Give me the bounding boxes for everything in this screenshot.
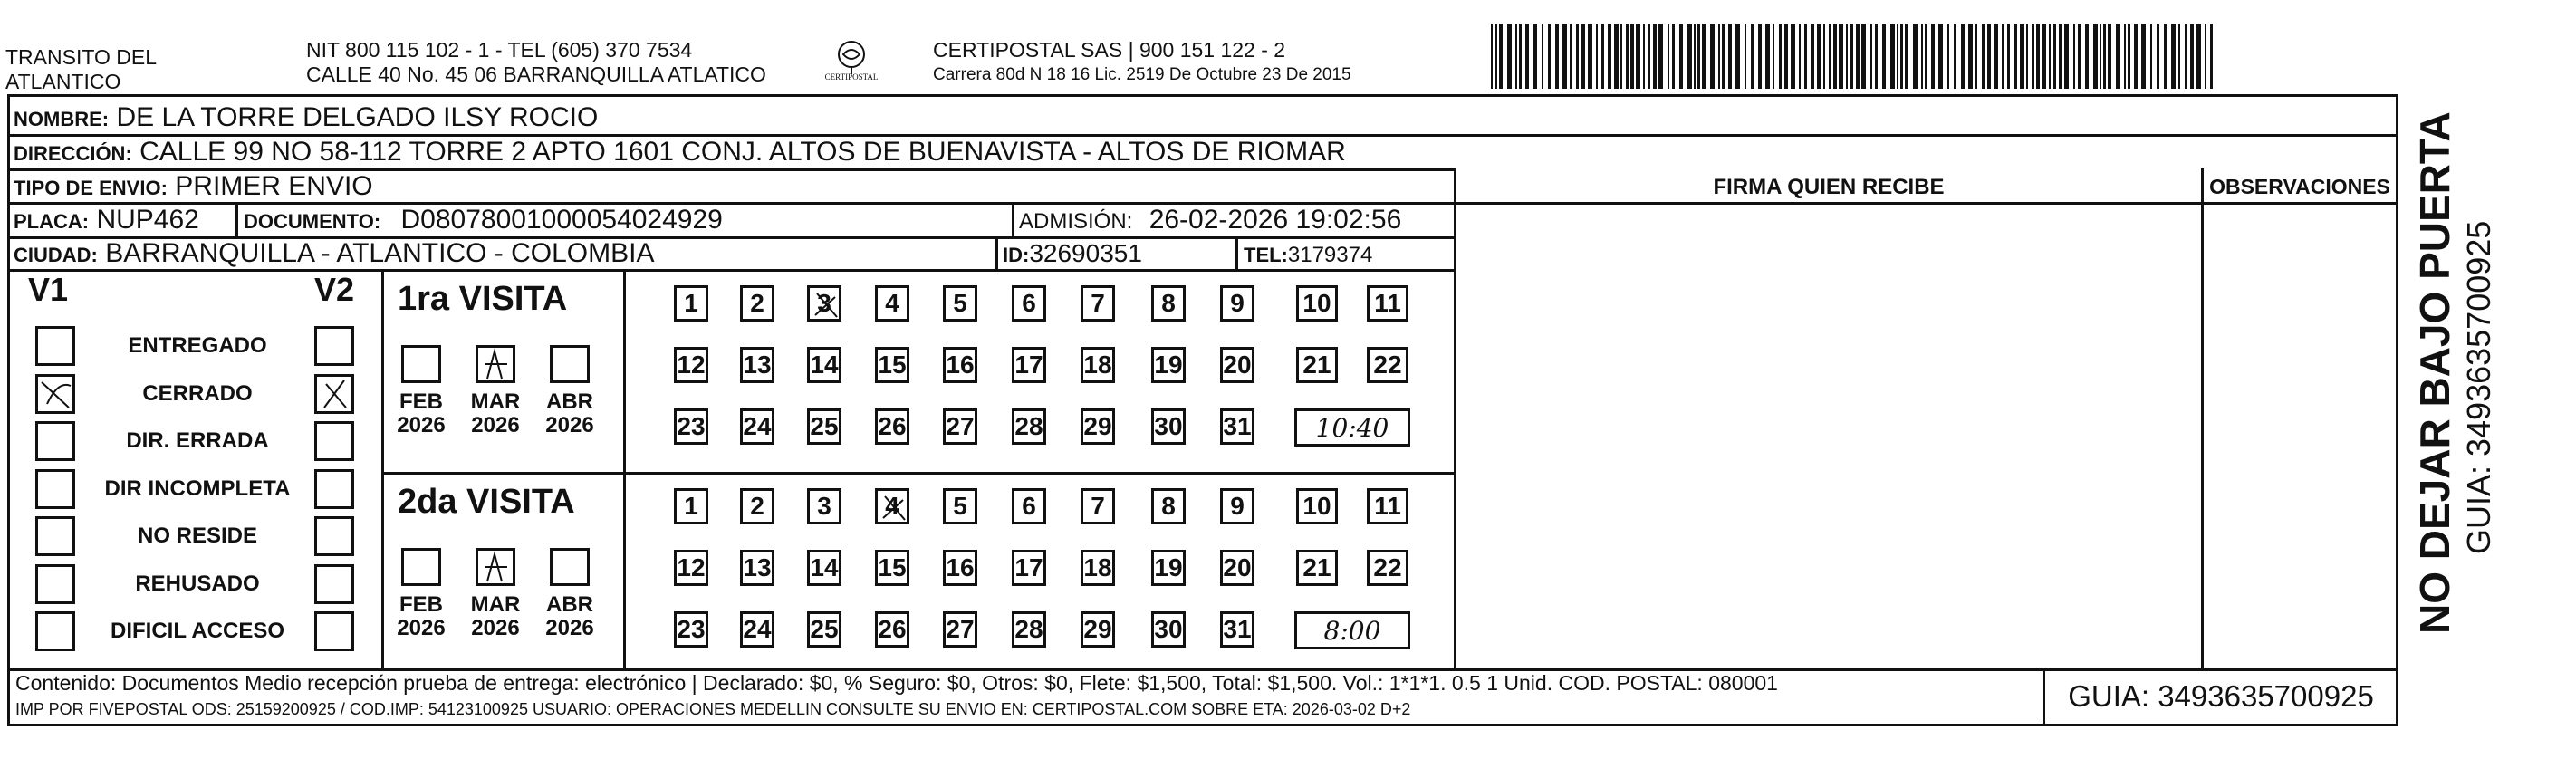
day-box[interactable] — [1367, 550, 1408, 586]
day-box[interactable] — [1220, 550, 1254, 586]
nombre-row — [14, 102, 598, 135]
day-number: 26 — [878, 615, 907, 643]
handwritten-time-box[interactable] — [1294, 408, 1410, 447]
month-label — [396, 390, 447, 437]
day-box[interactable] — [740, 347, 774, 383]
day-box[interactable] — [674, 408, 708, 445]
month-checkbox[interactable] — [401, 345, 441, 383]
month-label — [544, 390, 595, 437]
org-name — [5, 45, 157, 94]
day-box[interactable] — [1151, 347, 1186, 383]
day-number: 1 — [684, 492, 698, 520]
day-box[interactable] — [1220, 347, 1254, 383]
day-number: 10 — [1302, 289, 1331, 317]
day-number: 18 — [1083, 553, 1112, 581]
v1-checkbox[interactable] — [35, 516, 75, 556]
day-box[interactable] — [1151, 408, 1186, 445]
company-line: CERTIPOSTAL SAS | 900 151 122 - 2 — [933, 38, 1286, 62]
tipo-label: TIPO DE ENVIO: — [14, 177, 168, 199]
month-year: 2026 — [545, 616, 594, 640]
day-number: 6 — [1022, 289, 1036, 317]
day-box[interactable] — [943, 550, 977, 586]
day-box[interactable] — [1012, 550, 1046, 586]
day-box[interactable] — [807, 550, 841, 586]
day-number: 24 — [743, 412, 772, 440]
day-number: 13 — [743, 553, 772, 581]
day-box[interactable] — [943, 285, 977, 322]
cell-divider — [1235, 236, 1238, 269]
day-number: 11 — [1374, 289, 1401, 317]
delivery-form — [7, 94, 2398, 726]
day-number: 7 — [1091, 492, 1105, 520]
day-box[interactable] — [875, 347, 909, 383]
col-divider — [1454, 168, 1456, 668]
cell-divider — [1012, 202, 1014, 236]
month-checkbox[interactable] — [550, 548, 590, 586]
day-box[interactable] — [740, 408, 774, 445]
v2-checkbox[interactable] — [314, 469, 354, 509]
side-guia: GUIA: 3493635700925 — [2460, 220, 2497, 554]
day-number: 9 — [1230, 289, 1245, 317]
day-box[interactable] — [1296, 488, 1338, 524]
documento-value: D08078001000054024929 — [400, 205, 723, 235]
day-box[interactable] — [1220, 488, 1254, 524]
day-number: 5 — [953, 492, 967, 520]
day-box[interactable] — [1012, 285, 1046, 322]
month-name: MAR — [470, 389, 521, 414]
day-number: 27 — [946, 615, 975, 643]
v1-checkbox[interactable] — [35, 469, 75, 509]
day-number: 13 — [743, 351, 772, 379]
visit-divider — [384, 472, 1456, 475]
day-box[interactable] — [1151, 488, 1186, 524]
day-box[interactable] — [807, 408, 841, 445]
day-box[interactable] — [875, 285, 909, 322]
month-name: FEB — [399, 592, 443, 617]
day-number: 19 — [1154, 351, 1183, 379]
handwritten-time-box[interactable] — [1294, 611, 1410, 649]
status-label: CERRADO — [142, 380, 253, 406]
v1-checkbox[interactable] — [35, 374, 75, 414]
day-number: 12 — [677, 553, 706, 581]
observaciones-header: OBSERVACIONES — [2209, 175, 2390, 198]
id-label: ID: — [1003, 244, 1030, 266]
month-divider — [623, 269, 626, 668]
v2-checkbox[interactable] — [314, 421, 354, 461]
status-label: ENTREGADO — [128, 333, 267, 358]
tel-value: 3179374 — [1287, 243, 1373, 267]
check-mark-icon — [317, 377, 353, 413]
tel-cell — [1244, 240, 1372, 271]
day-box[interactable] — [1012, 347, 1046, 383]
day-box[interactable] — [1367, 488, 1408, 524]
day-number: 31 — [1223, 412, 1252, 440]
day-box[interactable] — [943, 347, 977, 383]
day-number: 22 — [1373, 351, 1402, 379]
month-checkbox[interactable] — [476, 345, 515, 383]
day-box[interactable] — [1012, 408, 1046, 445]
day-number: 24 — [743, 615, 772, 643]
day-box[interactable] — [1220, 611, 1254, 648]
day-number: 27 — [946, 412, 975, 440]
placa-label: PLACA: — [14, 210, 90, 233]
logo-text: CERTIPOSTAL — [824, 72, 879, 82]
check-mark-icon — [478, 348, 514, 382]
day-number: 28 — [1014, 615, 1043, 643]
footer-guia-divider — [2043, 668, 2045, 726]
id-cell — [1003, 238, 1142, 271]
month-label — [470, 390, 521, 437]
day-number: 18 — [1083, 351, 1112, 379]
month-name: ABR — [546, 389, 593, 414]
v1-checkbox[interactable] — [35, 326, 75, 366]
month-year: 2026 — [471, 413, 520, 437]
day-box[interactable] — [807, 488, 841, 524]
org-line-1: TRANSITO DEL — [5, 45, 157, 69]
col-divider — [2201, 168, 2204, 668]
day-number: 8 — [1161, 492, 1176, 520]
day-number: 4 — [885, 492, 899, 520]
status-label: REHUSADO — [135, 571, 260, 596]
v1-checkbox[interactable] — [35, 564, 75, 604]
v2-checkbox[interactable] — [314, 326, 354, 366]
month-year: 2026 — [545, 413, 594, 437]
nit-line: NIT 800 115 102 - 1 - TEL (605) 370 7534 — [306, 38, 693, 62]
day-number: 20 — [1223, 351, 1252, 379]
day-number: 21 — [1302, 351, 1331, 379]
day-number: 1 — [684, 289, 698, 317]
certipostal-logo — [815, 38, 888, 89]
admision-label: ADMISIÓN: — [1019, 209, 1133, 234]
documento-label: DOCUMENTO: — [244, 210, 381, 233]
day-box[interactable] — [674, 285, 708, 322]
org-line-2: ATLANTICO — [5, 70, 121, 93]
direccion-label: DIRECCIÓN: — [14, 142, 132, 165]
day-number: 15 — [878, 351, 907, 379]
observaciones-area[interactable] — [2206, 207, 2393, 664]
day-number: 26 — [878, 412, 907, 440]
barcode — [1491, 24, 2219, 89]
day-number: 25 — [810, 412, 839, 440]
month-label — [544, 593, 595, 640]
day-box[interactable] — [943, 611, 977, 648]
day-box[interactable] — [1081, 611, 1115, 648]
sender-info — [306, 38, 766, 87]
v2-checkbox[interactable] — [314, 374, 354, 414]
tipo-value: PRIMER ENVIO — [175, 171, 373, 201]
day-number: 7 — [1091, 289, 1105, 317]
side-warning: NO DEJAR BAJO PUERTA — [2411, 111, 2458, 634]
day-number: 16 — [946, 351, 975, 379]
day-box[interactable] — [1296, 550, 1338, 586]
day-box[interactable] — [1081, 347, 1115, 383]
day-box[interactable] — [674, 347, 708, 383]
day-box[interactable] — [1296, 347, 1338, 383]
day-box[interactable] — [1151, 611, 1186, 648]
day-number: 12 — [677, 351, 706, 379]
day-number: 15 — [878, 553, 907, 581]
day-number: 28 — [1014, 412, 1043, 440]
day-number: 22 — [1373, 553, 1402, 581]
day-number: 20 — [1223, 553, 1252, 581]
day-box[interactable] — [740, 611, 774, 648]
day-number: 11 — [1374, 492, 1401, 520]
month-checkbox[interactable] — [401, 548, 441, 586]
month-checkbox[interactable] — [476, 548, 515, 586]
documento-cell — [244, 205, 723, 237]
day-number: 30 — [1154, 615, 1183, 643]
day-box[interactable] — [943, 488, 977, 524]
mark-icon — [878, 491, 910, 525]
day-box[interactable] — [807, 285, 841, 322]
v2-checkbox[interactable] — [314, 611, 354, 651]
day-number: 3 — [817, 492, 831, 520]
day-number: 30 — [1154, 412, 1183, 440]
cell-divider — [995, 236, 998, 269]
status-label: DIFICIL ACCESO — [110, 619, 284, 643]
footer-contenido: Contenido: Documentos Medio recepción prueba de entrega: electrónico | Declarado: $0, % Seguro: $0, Otros: $0, Flete: $1,500, Total: $1,500. Vol.: 1*1*1. 0.5 1 Unid. COD. POSTAL: 080001 — [15, 671, 1778, 695]
v2-checkbox[interactable] — [314, 564, 354, 604]
day-number: 2 — [750, 492, 764, 520]
footer-guia: GUIA: 3493635700925 — [2068, 679, 2374, 713]
day-number: 21 — [1302, 553, 1331, 581]
month-label — [470, 593, 521, 640]
tel-label: TEL: — [1244, 244, 1288, 266]
footer-imp: IMP POR FIVEPOSTAL ODS: 25159200925 / COD.IMP: 54123100925 USUARIO: OPERACIONES MEDELLIN CONSULTE SU ENVIO EN: CERTIPOSTAL.COM SOBRE ETA: 2026-03-02 D+2 — [15, 700, 1411, 718]
day-box[interactable] — [875, 550, 909, 586]
nombre-label: NOMBRE: — [14, 108, 110, 130]
day-box[interactable] — [674, 550, 708, 586]
month-year: 2026 — [471, 616, 520, 640]
day-box[interactable] — [807, 347, 841, 383]
day-box[interactable] — [807, 611, 841, 648]
day-number: 19 — [1154, 553, 1183, 581]
day-box[interactable] — [943, 408, 977, 445]
id-value: 32690351 — [1029, 239, 1142, 267]
ciudad-label: CIUDAD: — [14, 244, 98, 266]
day-number: 29 — [1083, 615, 1112, 643]
day-number: 25 — [810, 615, 839, 643]
day-number: 17 — [1014, 351, 1043, 379]
nombre-value: DE LA TORRE DELGADO ILSY ROCIO — [116, 102, 599, 132]
day-box[interactable] — [1220, 408, 1254, 445]
day-box[interactable] — [740, 285, 774, 322]
v2-checkbox[interactable] — [314, 516, 354, 556]
day-box[interactable] — [1081, 488, 1115, 524]
day-box[interactable] — [1367, 285, 1408, 322]
v1-label: V1 — [28, 271, 69, 308]
day-box[interactable] — [1012, 611, 1046, 648]
day-box[interactable] — [1296, 285, 1338, 322]
day-box[interactable] — [1151, 550, 1186, 586]
admision-value: 26-02-2026 19:02:56 — [1149, 205, 1402, 235]
day-box[interactable] — [875, 611, 909, 648]
day-box[interactable] — [1081, 408, 1115, 445]
day-number: 29 — [1083, 412, 1112, 440]
cell-divider — [235, 202, 238, 236]
sender-address: CALLE 40 No. 45 06 BARRANQUILLA ATLATICO — [306, 62, 766, 86]
day-number: 2 — [750, 289, 764, 317]
month-name: MAR — [470, 592, 521, 617]
direccion-row — [14, 137, 1346, 169]
day-box[interactable] — [1151, 285, 1186, 322]
ciudad-value: BARRANQUILLA - ATLANTICO - COLOMBIA — [105, 238, 655, 268]
month-year: 2026 — [397, 413, 446, 437]
day-number: 9 — [1230, 492, 1245, 520]
day-number: 8 — [1161, 289, 1176, 317]
day-box[interactable] — [1012, 488, 1046, 524]
day-number: 23 — [677, 412, 706, 440]
day-box[interactable] — [1220, 285, 1254, 322]
sign-header-divider — [1454, 202, 2396, 205]
day-number: 23 — [677, 615, 706, 643]
visit-title: 1ra VISITA — [398, 280, 568, 318]
v1-checkbox[interactable] — [35, 421, 75, 461]
day-number: 14 — [810, 351, 839, 379]
day-number: 14 — [810, 553, 839, 581]
firma-header: FIRMA QUIEN RECIBE — [1713, 175, 1945, 199]
side-warning-block — [2409, 109, 2464, 634]
handwritten-time: 10:40 — [1315, 412, 1389, 443]
barcode-icon — [1491, 24, 2219, 89]
mark-icon — [810, 288, 842, 322]
company-info — [933, 38, 1351, 88]
status-label: NO RESIDE — [137, 524, 258, 548]
v2-label: V2 — [314, 271, 355, 308]
month-name: FEB — [399, 389, 443, 414]
month-year: 2026 — [397, 616, 446, 640]
day-box[interactable] — [740, 550, 774, 586]
signature-area[interactable] — [1459, 207, 2196, 664]
tipo-row — [14, 171, 373, 204]
handwritten-time: 8:00 — [1323, 615, 1381, 646]
side-guia-block — [2460, 174, 2500, 554]
day-box[interactable] — [674, 488, 708, 524]
status-label: DIR INCOMPLETA — [104, 476, 291, 501]
month-name: ABR — [546, 592, 593, 617]
placa-value: NUP462 — [96, 205, 199, 235]
day-number: 6 — [1022, 492, 1036, 520]
direccion-value: CALLE 99 NO 58-112 TORRE 2 APTO 1601 CONJ. ALTOS DE BUENAVISTA - ALTOS DE RIOMAR — [139, 137, 1346, 167]
visit-title: 2da VISITA — [398, 483, 575, 521]
day-number: 17 — [1014, 553, 1043, 581]
day-number: 3 — [817, 289, 831, 317]
day-number: 10 — [1302, 492, 1331, 520]
status-divider — [381, 269, 384, 668]
day-box[interactable] — [875, 488, 909, 524]
check-mark-icon — [38, 377, 74, 413]
v1-checkbox[interactable] — [35, 611, 75, 651]
check-mark-icon — [478, 551, 514, 585]
day-box[interactable] — [875, 408, 909, 445]
day-box[interactable] — [1367, 347, 1408, 383]
day-number: 5 — [953, 289, 967, 317]
day-number: 31 — [1223, 615, 1252, 643]
status-label: DIR. ERRADA — [126, 428, 269, 453]
placa-cell — [14, 205, 199, 237]
day-box[interactable] — [1081, 550, 1115, 586]
day-number: 16 — [946, 553, 975, 581]
ciudad-cell — [14, 238, 654, 271]
day-box[interactable] — [674, 611, 708, 648]
month-checkbox[interactable] — [550, 345, 590, 383]
license-line: Carrera 80d N 18 16 Lic. 2519 De Octubre 23 De 2015 — [933, 65, 1351, 84]
day-box[interactable] — [740, 488, 774, 524]
admision-cell — [1019, 205, 1401, 237]
day-box[interactable] — [1081, 285, 1115, 322]
day-number: 4 — [885, 289, 899, 317]
month-label — [396, 593, 447, 640]
